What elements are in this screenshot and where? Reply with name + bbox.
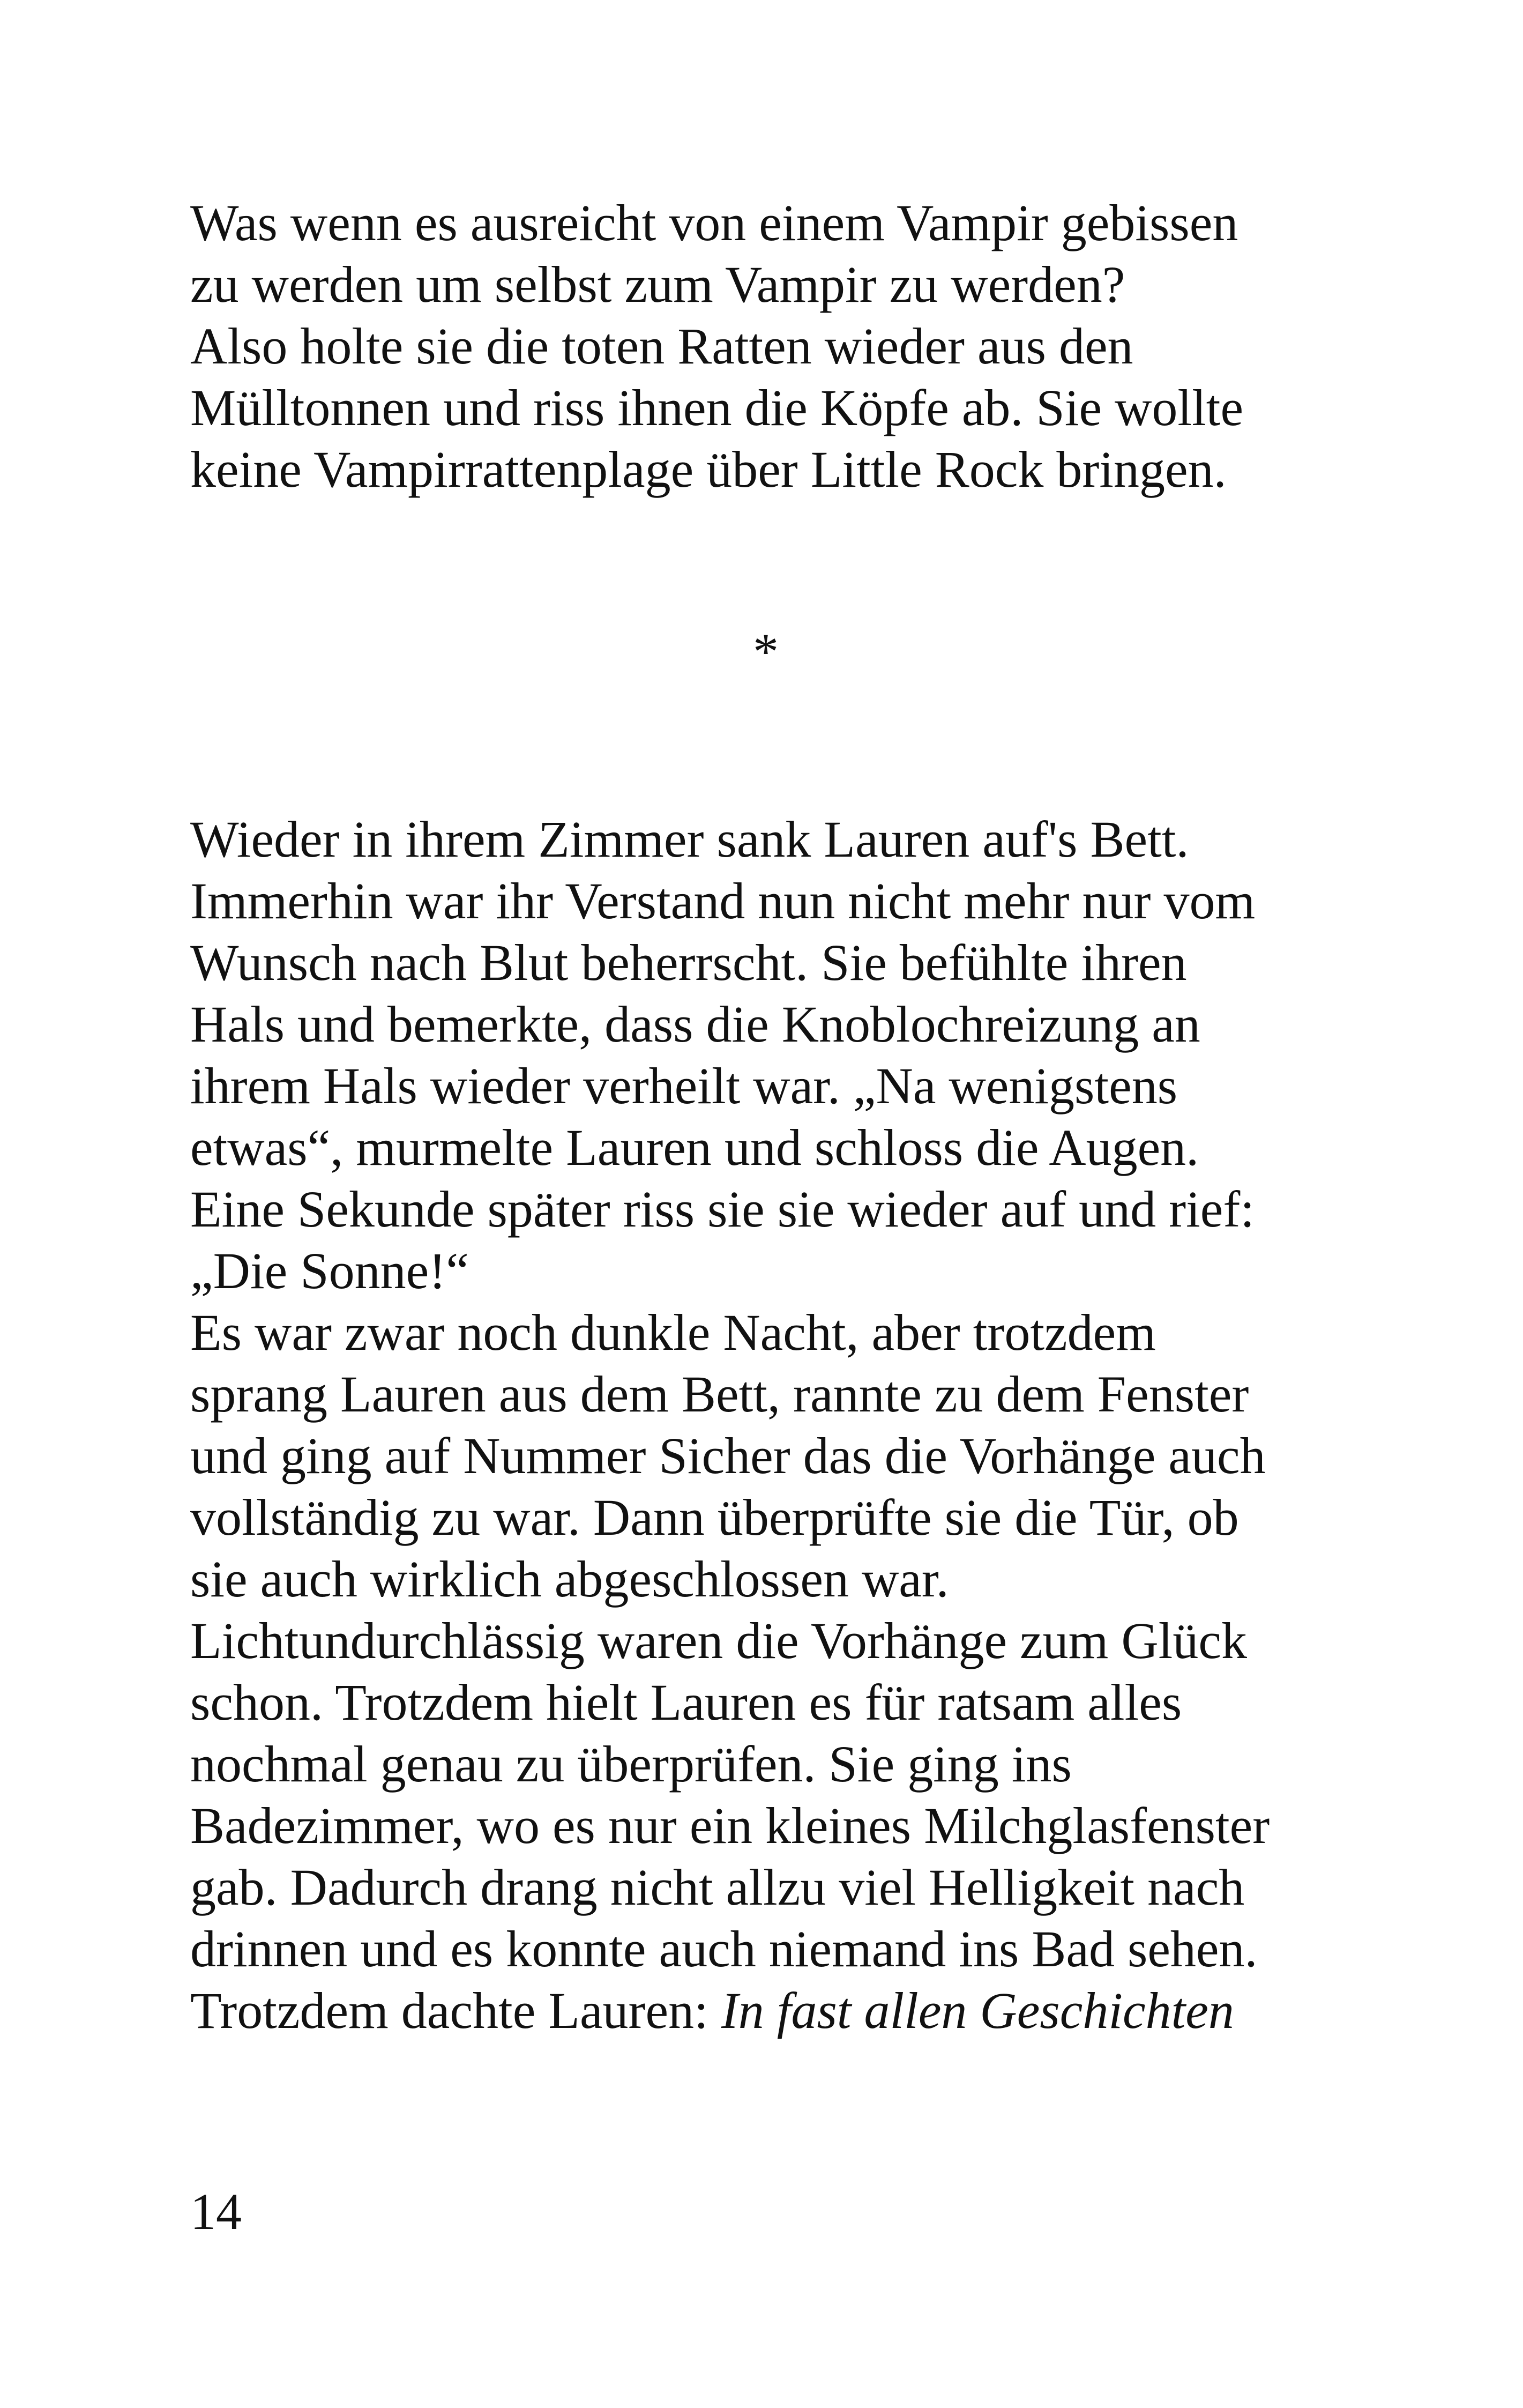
- text-line: und ging auf Nummer Sicher das die Vorhänge auch: [190, 1427, 1266, 1484]
- text-line: drinnen und es konnte auch niemand ins Bad sehen.: [190, 1920, 1258, 1978]
- text-line: keine Vampirrattenplage über Little Rock bringen.: [190, 441, 1227, 498]
- text-line: Was wenn es ausreicht von einem Vampir gebissen: [190, 194, 1238, 251]
- asterisk-separator: *: [753, 623, 779, 680]
- text-line: Es war zwar noch dunkle Nacht, aber trotzdem: [190, 1304, 1156, 1361]
- page-number: 14: [190, 2183, 242, 2240]
- text-line: gab. Dadurch drang nicht allzu viel Helligkeit nach: [190, 1859, 1245, 1916]
- text-line: nochmal genau zu überprüfen. Sie ging ins: [190, 1735, 1072, 1793]
- paragraph-block-1: [190, 192, 1337, 500]
- text-line: Wieder in ihrem Zimmer sank Lauren auf's Bett.: [190, 811, 1189, 868]
- text-line: vollständig zu war. Dann überprüfte sie die Tür, ob: [190, 1489, 1239, 1546]
- text-line: Also holte sie die toten Ratten wieder aus den: [190, 317, 1133, 375]
- text-line: zu werden um selbst zum Vampir zu werden?: [190, 256, 1125, 313]
- text-line: Immerhin war ihr Verstand nun nicht mehr nur vom: [190, 872, 1256, 930]
- text-line: sie auch wirklich abgeschlossen war.: [190, 1550, 949, 1608]
- text-line: ihrem Hals wieder verheilt war. „Na wenigstens: [190, 1057, 1178, 1114]
- text-line: etwas“, murmelte Lauren und schloss die Augen.: [190, 1119, 1199, 1176]
- text-line: Badezimmer, wo es nur ein kleines Milchglasfenster: [190, 1797, 1270, 1854]
- text-line: „Die Sonne!“: [190, 1242, 469, 1299]
- section-separator: [0, 621, 1523, 682]
- text-line: sprang Lauren aus dem Bett, rannte zu dem Fenster: [190, 1365, 1249, 1423]
- text-line: Wunsch nach Blut beherrscht. Sie befühlte ihren: [190, 934, 1187, 991]
- paragraph-block-2: [190, 808, 1337, 2041]
- text-line: schon. Trotzdem hielt Lauren es für ratsam alles: [190, 1674, 1182, 1731]
- italic-thought: In fast allen Geschichten: [721, 1982, 1234, 2039]
- text-line: Eine Sekunde später riss sie sie wieder auf und rief:: [190, 1180, 1255, 1238]
- text-line: Hals und bemerkte, dass die Knoblochreizung an: [190, 995, 1200, 1053]
- text-line: Lichtundurchlässig waren die Vorhänge zum Glück: [190, 1612, 1247, 1669]
- text-line: Mülltonnen und riss ihnen die Köpfe ab. Sie wollte: [190, 379, 1244, 436]
- text-line-prefix: Trotzdem dachte Lauren:: [190, 1982, 721, 2039]
- text-line-last: [190, 1980, 1337, 2041]
